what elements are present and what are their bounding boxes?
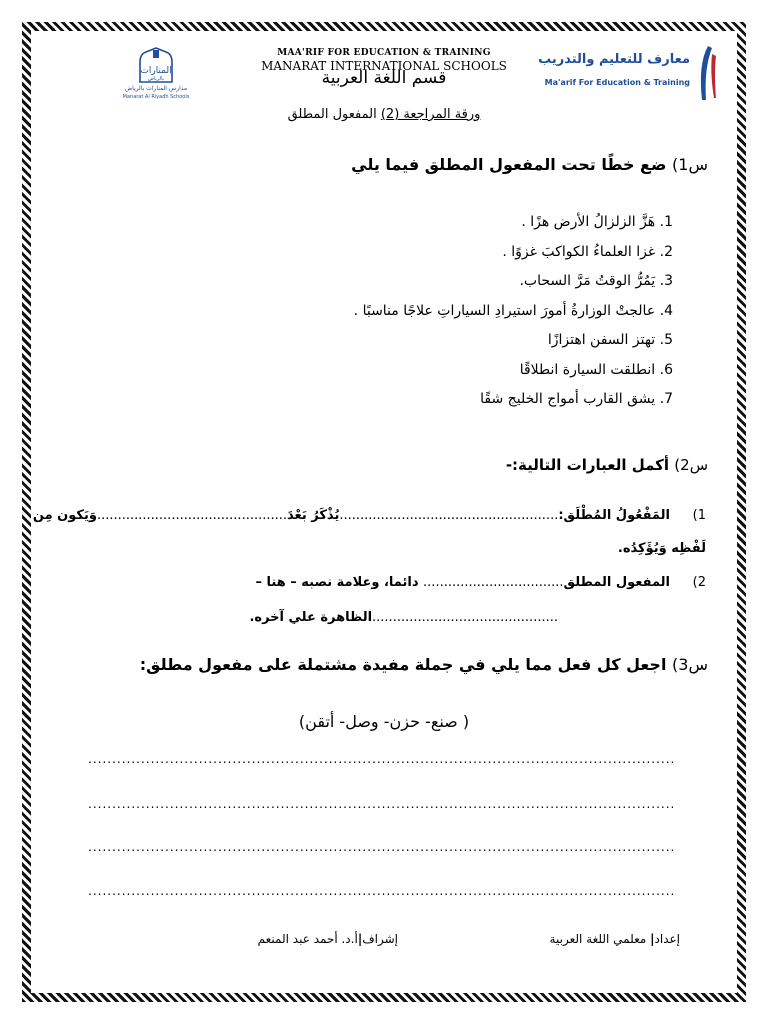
svg-text:بالرياض: بالرياض [147,76,165,82]
list-item: 3. يَمُرُّ الوقتُ مَرَّ السحاب. [519,273,673,289]
list-item: 4. عالجتْ الوزارةُ أمورَ استيرادِ السياراتِ علاجًا مناسبًا . [353,302,673,319]
question-2 [506,456,708,474]
question-3 [140,655,708,674]
footer-supervision: إشراف|أ.د. أحمد عبد المنعم [257,932,398,946]
answer-line[interactable]: .......................................................................................................................... [88,840,676,854]
list-item: 6. انطلقت السيارة انطلاقًا [519,361,673,378]
footer-prepared: إعداد| معلمي اللغة العربية [549,932,680,946]
school-name-en: MANARAT INTERNATIONAL SCHOOLS [261,59,507,73]
fill-item-1-cont: لَفْظِه وَيُؤَكِدُه. [617,541,706,556]
question-2-text: أكمل العبارات التالية:- [505,456,670,474]
list-item: 1. هَزَّ الزلزالُ الأرض هزًا . [521,214,673,230]
supervision-label: إشراف [362,932,398,946]
list-item: 5. تهتز السفن اهتزازًا [547,332,673,348]
logo-right-en: Ma'arif For Education & Training [544,78,690,87]
blank-3[interactable]: .................................. [423,575,564,590]
department-title: قسم اللغة العربية [321,68,447,88]
worksheet-topic: المفعول المطلق [287,107,377,122]
answer-line[interactable]: .......................................................................................................................... [88,752,676,766]
fill-item-2-cont [249,610,558,625]
answer-line[interactable]: .......................................................................................................................... [88,884,676,898]
fill-item-1 [32,508,706,523]
supervisor: أ.د. أحمد عبد المنعم [257,932,358,946]
logo-right-ar: معارف للتعليم والتدريب [538,52,690,67]
logo-left-en: Manarat Al Riyadh Schools [122,94,190,100]
question-3-text: اجعل كل فعل مما يلي في جملة مفيدة مشتملة على مفعول مطلق: [139,655,667,674]
prepared-label: إعداد [654,932,680,946]
fill-item-2-b: دائما، وعلامة نصبه – هنا – [255,575,419,590]
org-name-en: MAA'RIF FOR EDUCATION & TRAINING [277,48,491,58]
prepared-by: معلمي اللغة العربية [549,932,647,946]
fill-item-1-number: 1) [692,508,706,523]
question-1-text: ضع خطًا تحت المفعول المطلق فيما يلي [351,155,667,174]
blank-4[interactable]: ............................................. [372,610,558,625]
question-2-number: س2) [674,456,708,474]
blank-1[interactable]: ..................................................... [339,508,559,523]
fill-item-2 [46,575,706,590]
logo-left-ar: مدارس المنارات بالرياض [124,85,188,92]
fill-item-2-a: المفعول المطلق [563,575,670,590]
fill-item-2-number: 2) [692,575,706,590]
worksheet-subtitle [0,107,768,122]
list-item: 2. غزا العلماءُ الكواكبَ غزوًا . [502,243,673,260]
question-1-number: س1) [672,155,708,174]
svg-text:المنارات: المنارات [140,66,172,76]
question-1-items [153,208,673,415]
verbs-list: ( صنع- حزن- وصل- أتقن) [298,712,470,731]
fill-item-1-b: يُذْكَرُ بَعْدَ [287,508,340,523]
fill-item-1-c: وَيَكون مِن [32,508,97,523]
fill-item-2-c: الظاهرة علي آخره. [249,610,373,625]
fill-item-1-a: المَفْعُولُ المُطْلَق: [558,508,670,523]
list-item: 7. يشق القارب أمواج الخليج شقًا [480,391,673,407]
worksheet-title: ورقة المراجعة (2) [380,107,481,122]
answer-line[interactable]: .......................................................................................................................... [88,797,676,811]
question-1 [351,155,708,174]
question-3-number: س3) [672,655,708,674]
blank-2[interactable]: .............................................. [96,508,288,523]
